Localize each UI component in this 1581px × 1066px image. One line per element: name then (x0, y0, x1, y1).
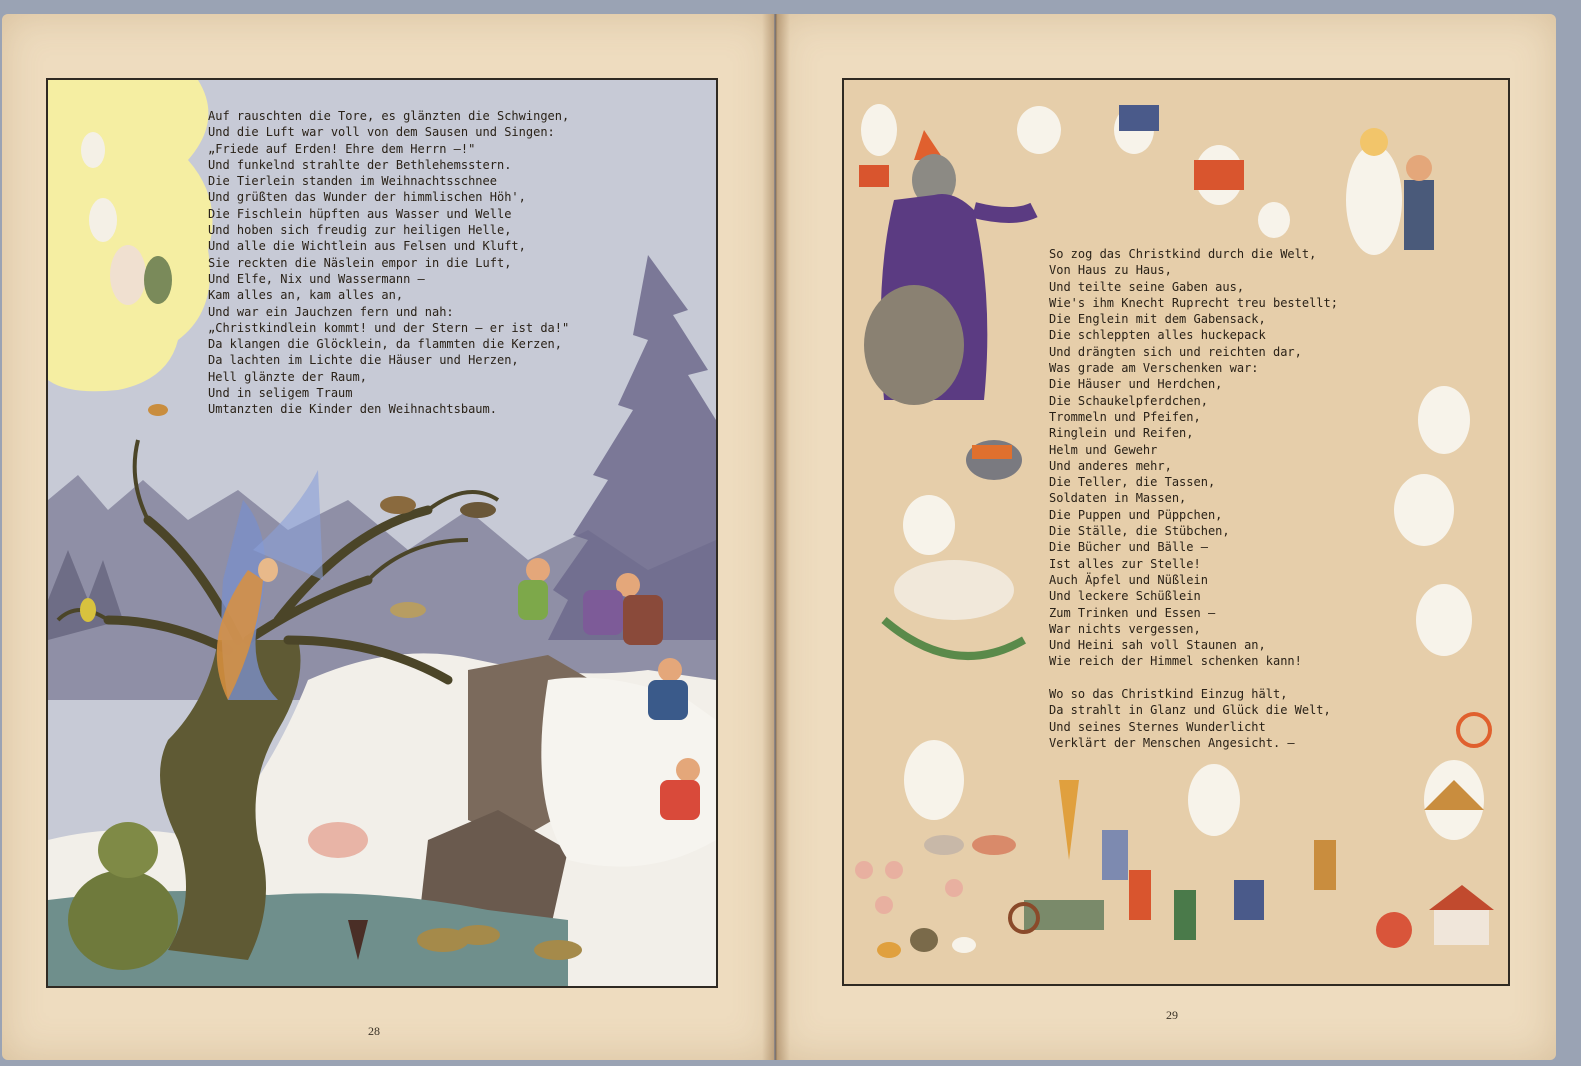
toy-soldier (1102, 830, 1128, 880)
angel (1017, 106, 1061, 154)
bird (380, 496, 416, 514)
right-verse: So zog das Christkind durch die Welt, Von Haus zu Haus, Und teilte seine Gaben aus, Wie's ihm Knecht Ruprecht treu bestellt; Die Englein mit dem Gabensack, Die schleppten alles huckepack Und drängten sich und reichten dar, Was grade am Verschenken war: Die Häuser und Herdchen, Die Schaukelpferdchen, Trommeln und Pfeifen, Ringlein und Reifen, Helm und Gewehr Und anderes mehr, Die Teller, die Tassen, Soldaten in Massen, Die Puppen und Püppchen, Die Ställe, die Stübchen, Die Bücher und Bälle — Ist alles zur Stelle! Auch Äpfel und Nüßlein Und leckere Schüßlein Zum Trinken und Essen — War nichts vergessen, Und Heini sah voll Staunen an, Wie reich der Himmel schenken kann! Wo so das Christkind Einzug hält, Da strahlt in Glanz und Glück die Welt, Und seines Sternes Wunderlicht Verklärt der Menschen Angesicht. — (1049, 247, 1338, 750)
page-number-right: 29 (1166, 1008, 1178, 1022)
rooster (910, 928, 938, 952)
gift-sack (864, 285, 964, 405)
christkind (1346, 145, 1402, 255)
bird (148, 404, 168, 416)
angel (1258, 202, 1290, 238)
toy-pig (855, 861, 873, 879)
fish (456, 925, 500, 945)
fish (534, 940, 582, 960)
angel (903, 495, 955, 555)
toy-pig (945, 879, 963, 897)
child (144, 256, 172, 304)
angel (89, 198, 117, 242)
angel (110, 245, 146, 305)
toy-cow (924, 835, 964, 855)
gnome (583, 590, 623, 635)
rocking-horse (894, 560, 1014, 620)
gnome (660, 780, 700, 820)
doll (1174, 890, 1196, 940)
gnome (648, 680, 688, 720)
bird (80, 598, 96, 622)
left-verse: Auf rauschten die Tore, es glänzten die Schwingen, Und die Luft war voll von dem Sausen und Singen: „Friede auf Erden! Ehre dem Herrn —!" Und funkelnd strahlte der Bethlehemsstern. Die Tierlein standen im Weihnachtsschnee Und grüßten das Wunder der himmlischen Höh', Die Fischlein hüpften aus Wasser und Welle Und hoben sich freudig zur heiligen Helle, Und alle die Wichtlein aus Felsen und Kluft, Sie reckten die Näslein empor in die Luft, Und Elfe, Nix und Wassermann — Kam alles an, kam alles an, Und war ein Jauchzen fern und nah: „Christkindlein kommt! und der Stern — er ist da!" Da klangen die Glöcklein, da flammten die Kerzen, Da lachten im Lichte die Häuser und Herzen, Hell glänzte der Raum, Und in seligem Traum Umtanzten die Kinder den Weihnachtsbaum. (208, 109, 570, 417)
gift-box (1119, 105, 1159, 131)
toy-cart (1194, 160, 1244, 190)
goose (952, 937, 976, 953)
angel (904, 740, 964, 820)
toy-pig (875, 896, 893, 914)
page-number-left: 28 (368, 1024, 380, 1038)
ball (1376, 912, 1412, 948)
gnome (518, 580, 548, 620)
doll (1129, 870, 1151, 920)
right-page (776, 14, 1556, 1060)
gift-box (859, 165, 889, 187)
heini (1404, 180, 1434, 250)
angel (81, 132, 105, 168)
bird (460, 502, 496, 518)
frog-king (68, 870, 178, 970)
toy-house (1434, 910, 1489, 945)
gnome (623, 595, 663, 645)
left-illustration (46, 78, 718, 988)
toy-pig (885, 861, 903, 879)
water-nymph (308, 822, 368, 858)
angel (1188, 764, 1240, 836)
book-gutter (762, 14, 790, 1060)
jester (1234, 880, 1264, 920)
toy-duck (877, 942, 901, 958)
angel (1416, 584, 1472, 656)
angel (861, 104, 897, 156)
toy-cow (972, 835, 1016, 855)
bird (390, 602, 426, 618)
left-page (2, 14, 774, 1060)
angel (1394, 474, 1454, 546)
angel (1418, 386, 1470, 454)
toy-clown (1314, 840, 1336, 890)
right-illustration (842, 78, 1510, 986)
